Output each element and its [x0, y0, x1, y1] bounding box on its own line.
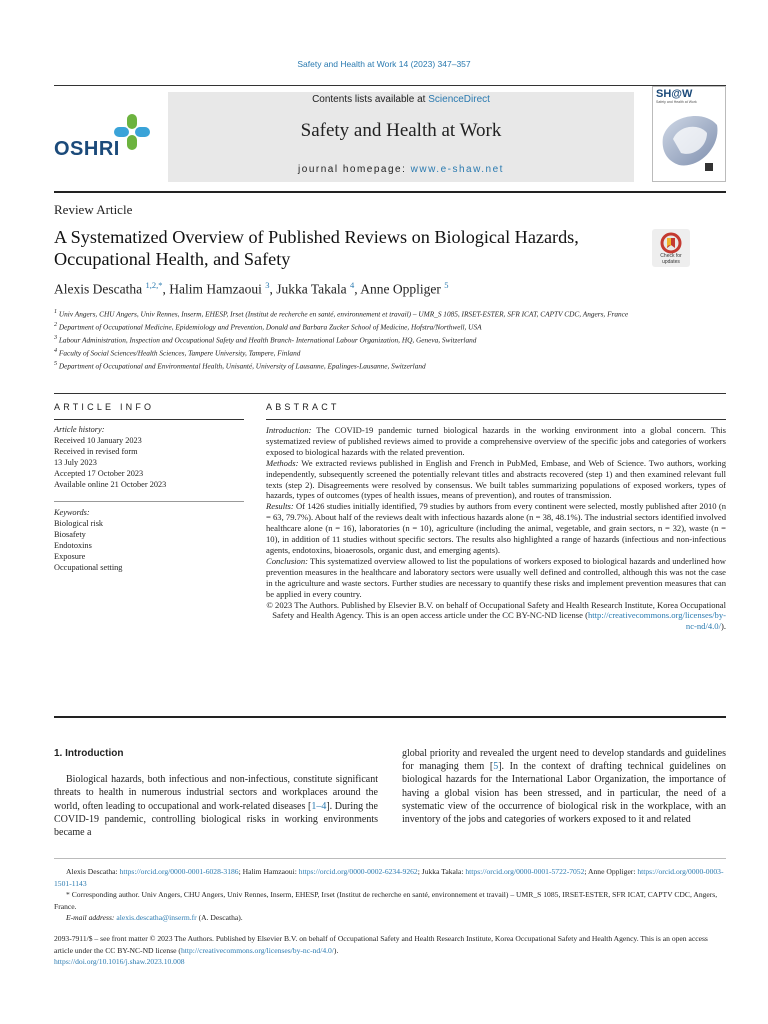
homepage-prefix: journal homepage:: [298, 164, 411, 175]
divider: [54, 393, 726, 394]
crossmark-label: Check for updates: [660, 253, 682, 265]
divider: [54, 501, 244, 502]
abstract-copyright: © 2023 The Authors. Published by Elsevier B.V. on behalf of Occupational Safety and Health Research Institute, Korea Occupational Safety and Health Agency. This is an open access article under the CC BY-NC-ND license (http://creativecommons.org/licenses/by-nc-nd/4.0/).: [266, 599, 726, 632]
divider: [54, 858, 726, 859]
email-link[interactable]: alexis.descatha@inserm.fr: [116, 913, 197, 923]
divider: [266, 419, 726, 420]
author-name: Anne Oppliger: [360, 281, 441, 297]
abstract-methods: Methods: We extracted reviews published in English and French in PubMed, Embase, and Web of Science. Two authors, working independently, subsequently screened the potentially relevant titles and abstracts recovered (step 1) and then examined relevant full texts (step 2). Disagreements were resolved by consensus. We built tables summarizing populations of exposed workers, types of hazards, types of outcomes (types of health issues, means of prevention), and routes of transmission.: [266, 457, 726, 501]
author-affil-ref[interactable]: 1,2,*: [145, 280, 163, 290]
doi-link[interactable]: https://doi.org/10.1016/j.shaw.2023.10.008: [54, 957, 185, 967]
issn-notice: 2093-7911/$ – see front matter © 2023 The Authors. Published by Elsevier B.V. on behalf of Occupational Safety and Health Research Institute, Korea Occupational Safety and Health Agency. This is an open access article under the CC BY-NC-ND license (http://creativecommons.org/licenses/by-nc-nd/4.0/). https://doi.org/10.1016/j.shaw.2023.10.008: [54, 934, 708, 967]
author-separator: ,: [354, 281, 361, 297]
footnotes: [54, 866, 726, 924]
history-item: 13 July 2023: [54, 457, 97, 467]
body-paragraph: Biological hazards, both infectious and non-infectious, constitute significant threats to health in numerous industrial sectors and workplaces around the world, often leading to occupational and work-related diseases [1–4]. During the COVID-19 pandemic, controlling biological risks in working environments became a: [54, 774, 378, 839]
orcid-link[interactable]: https://orcid.org/0000-0003-1501-1143: [54, 867, 724, 888]
body-column-left: [54, 747, 378, 839]
email-line: E-mail address: alexis.descatha@inserm.fr (A. Descatha).: [66, 913, 243, 923]
journal-reference[interactable]: Safety and Health at Work 14 (2023) 347–357: [297, 59, 471, 69]
citation-link[interactable]: 5: [493, 761, 499, 773]
author-separator: ,: [269, 281, 277, 297]
affiliation-item: $^4$ Faculty of Social Sciences/Health Sciences, Tampere University, Tampere, Finland: [54, 347, 301, 358]
logo-text: OSHRI: [54, 138, 120, 160]
citation-link[interactable]: 1–4: [311, 800, 327, 812]
abstract-introduction: Introduction: The COVID-19 pandemic turned biological hazards in the working environment into a global concern. This systematized review of published reviews aimed to provide a comprehensive overview of the specific jobs and categories of workers exposed to biological hazards with the related prevention.: [266, 425, 726, 457]
oshri-logo: [54, 110, 154, 160]
homepage-line: [168, 164, 634, 175]
contents-prefix: Contents lists available at: [312, 94, 429, 105]
history-item: Received in revised form: [54, 446, 138, 456]
homepage-link[interactable]: www.e-shaw.net: [410, 164, 504, 175]
affiliation-item: $^1$ Univ Angers, CHU Angers, Univ Rennes, Inserm, EHESP, Irset (Institut de recherche en santé, environnement et travail) – UMR_S 1085, IRSET-ESTER, SFR ICAT, CAPTV CDC, Angers, France: [54, 309, 629, 319]
abstract-results: Results: Of 1426 studies initially identified, 79 studies by authors from every continent were selected, mostly published after 2010 (n = 63, 79.7%). About half of the reviews dealt with infectious hazards alone (n = 38, 48.1%). The industrial sectors identified involved healthcare alone (n = 16), laboratories (n = 10), agriculture (including the animal, vegetable, and grain sectors, n = 32), waste (n = 10), in addition of 11 studies without specific sectors. The results also highlighted a range of hazards (infectious and non-infectious agents, endotoxins, bioaerosols, organic dust, and emerging agents).: [266, 501, 726, 555]
crossmark-badge[interactable]: [652, 229, 690, 267]
body-column-right: [402, 747, 726, 826]
affiliation-item: $^2$ Department of Occupational Medicine, Epidemiology and Prevention, Donald and Barbara Zucker School of Medicine, Hofstra/Northwell, USA: [54, 321, 482, 332]
author-affil-ref[interactable]: 5: [444, 280, 449, 290]
orcid-link[interactable]: https://orcid.org/0000-0001-6028-3186: [119, 867, 239, 876]
author-name: Jukka Takala: [276, 281, 347, 297]
keyword-item: Exposure: [54, 552, 86, 561]
history-label: Article history:: [54, 425, 105, 434]
cover-graphic-icon: [659, 107, 721, 177]
corresponding-author-note: * Corresponding author. Univ Angers, CHU Angers, Univ Rennes, Inserm, EHESP, Irset (Institut de recherche en santé, environnement et travail) – UMR_S 1085, IRSET-ESTER, SFR ICAT, CAPTV CDC, Angers, France.: [54, 890, 718, 911]
license-link[interactable]: http://creativecommons.org/licenses/by-nc-nd/4.0/: [587, 610, 726, 632]
orcid-link[interactable]: https://orcid.org/0000-0001-5722-7052: [465, 867, 585, 876]
body-paragraph: global priority and revealed the urgent need to develop standards and guidelines for managing them [5]. In the context of drafting technical guidelines on biological hazards for the International Labor Organization, the importance of having a global vision has been stressed, and in particular, the need of a systematic view of the occurrence of biological risk in the workplace, with an inventory of the jobs and categories of workers exposed to it and related: [402, 748, 726, 826]
keywords-label: Keywords:: [54, 508, 90, 517]
divider: [54, 716, 726, 718]
author-separator: ,: [162, 281, 170, 297]
abstract-body: [266, 425, 726, 632]
history-item: Available online 21 October 2023: [54, 479, 167, 489]
author-list: [54, 280, 449, 298]
section-heading: 1. Introduction: [54, 748, 124, 759]
affiliation-item: $^3$ Labour Administration, Inspection and Occupational Safety and Health Branch- International Labour Organization, HQ, Geneva, Switzerland: [54, 334, 477, 345]
license-link[interactable]: http://creativecommons.org/licenses/by-nc-nd/4.0/: [180, 945, 334, 955]
article-type: Review Article: [54, 202, 133, 217]
author-affil-ref[interactable]: 3: [265, 280, 270, 290]
orcid-line: Alexis Descatha: https://orcid.org/0000-0001-6028-3186; Halim Hamzaoui: https://orcid.org/0000-0002-6234-9262; Jukka Takala: https://orcid.org/0000-0001-5722-7052; Anne Oppliger: https://orcid.org/0000-0003-1501-1143: [54, 867, 724, 888]
article-history: [54, 425, 244, 490]
keyword-item: Biosafety: [54, 530, 86, 539]
author-affil-ref[interactable]: 4: [350, 280, 355, 290]
history-item: Received 10 January 2023: [54, 435, 142, 445]
keywords: [54, 507, 244, 573]
abstract-heading: ABSTRACT: [266, 402, 340, 412]
article-info-heading: ARTICLE INFO: [54, 402, 155, 412]
keyword-item: Endotoxins: [54, 541, 92, 550]
abstract-conclusion: Conclusion: This systematized overview allowed to list the populations of workers exposed to biological hazards and underlined how prevention measures in the healthcare and laboratory sectors were usually well defined and controlled, although this was not the case in the agriculture and waste sectors. Further studies are necessary to quantify these risks and implement prevention measures that can be applied in every country.: [266, 555, 726, 599]
contents-line: [168, 94, 634, 105]
sciencedirect-link[interactable]: ScienceDirect: [428, 94, 490, 105]
article-title: A Systematized Overview of Published Reviews on Biological Hazards, Occupational Health, and Safety: [54, 227, 579, 269]
cover-title: SH@W: [656, 88, 693, 100]
journal-cover[interactable]: [652, 86, 726, 182]
journal-banner: [168, 92, 634, 182]
author-name: Alexis Descatha: [54, 281, 143, 297]
keyword-item: Biological risk: [54, 519, 104, 528]
affiliation-item: $^5$ Department of Occupational and Environmental Health, Unisanté, University of Lausanne, Epalinges-Lausanne, Switzerland: [54, 360, 426, 371]
affiliations: [54, 307, 726, 372]
divider: [54, 419, 244, 420]
divider: [54, 191, 726, 193]
orcid-link[interactable]: https://orcid.org/0000-0002-6234-9262: [298, 867, 418, 876]
author-name: Halim Hamzaoui: [169, 281, 262, 297]
journal-title: Safety and Health at Work: [300, 120, 502, 141]
cover-subtitle: Safety and Health at Work: [656, 100, 697, 104]
history-item: Accepted 17 October 2023: [54, 468, 144, 478]
divider: [54, 85, 726, 86]
keyword-item: Occupational setting: [54, 563, 123, 572]
